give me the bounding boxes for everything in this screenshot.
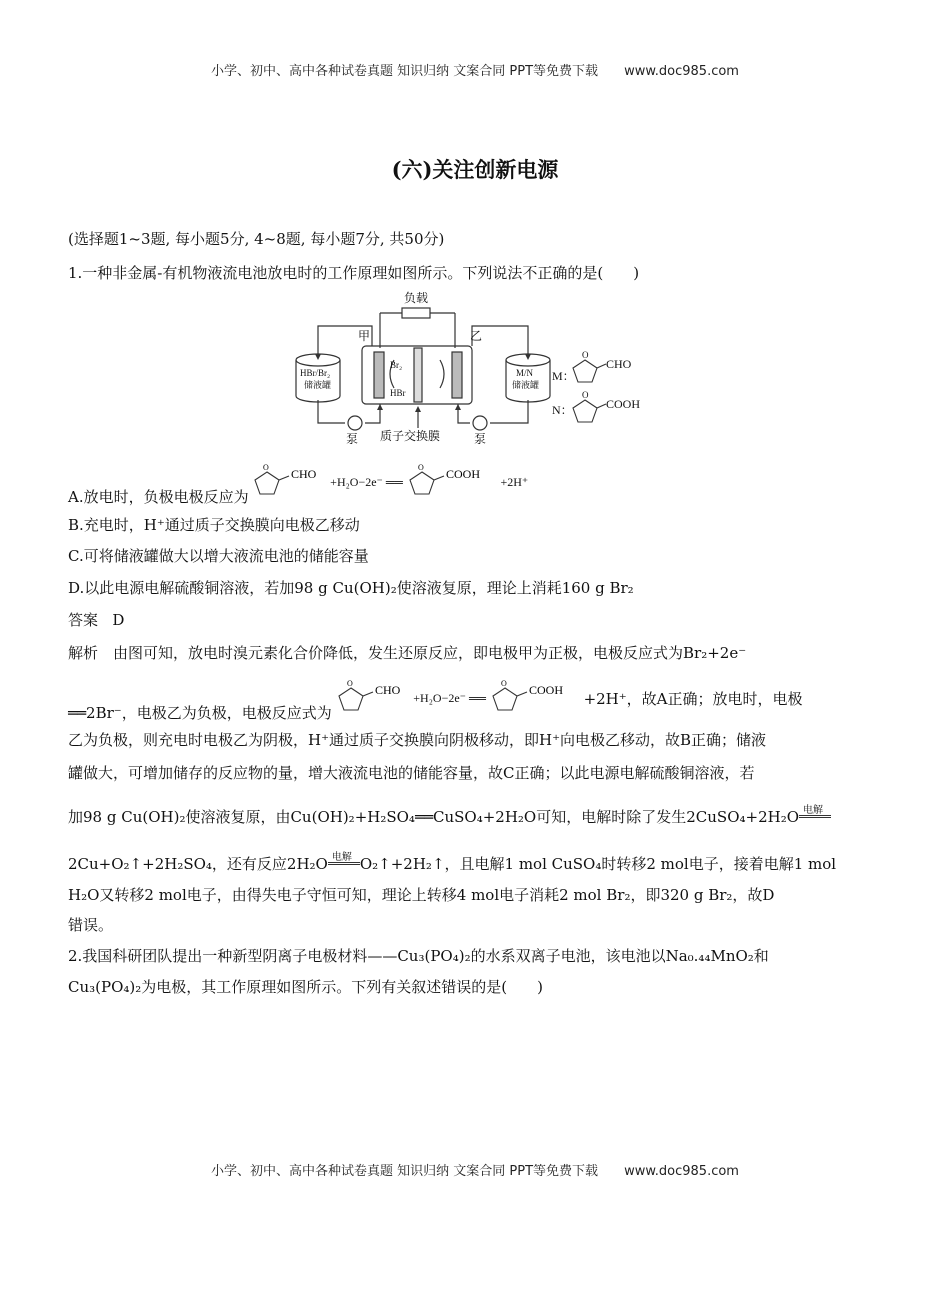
n-oxygen: O [582, 390, 589, 400]
q1-option-a [68, 464, 529, 506]
option-a-prefix: A.放电时，负极电极反应为 [68, 488, 249, 506]
right-pump-label: 泵 [474, 432, 487, 446]
m-label: M： [552, 369, 575, 383]
br2-label: Br₂ [390, 360, 403, 370]
left-pump-label: 泵 [346, 432, 359, 446]
explanation-line-2: ══2Br⁻，电极乙为负极，电极反应式为 CHO O +H₂O−2e⁻ ══ COOH O +2H⁺，故A正确；放电时，电极 [68, 680, 803, 722]
electrode-yi-label: 乙 [470, 329, 483, 343]
explanation-line-5: 加98 g Cu(OH)₂使溶液复原，由Cu(OH)₂+H₂SO₄══CuSO₄+2H₂O可知，电解时除了发生2CuSO₄+2H₂O 电解 [68, 806, 831, 827]
explanation-line-8: 错误。 [68, 916, 114, 934]
electrode-jia-label: 甲 [358, 329, 371, 343]
electrolysis-sign-2: 电解 [328, 862, 360, 865]
load-label: 负载 [404, 291, 429, 305]
furoic-acid-structure [408, 464, 496, 500]
furfural-structure [253, 464, 325, 500]
left-tank-line2: 储液罐 [304, 380, 332, 390]
q1-option-b: B.充电时，H⁺通过质子交换膜向电极乙移动 [68, 516, 360, 534]
page-footer [0, 1160, 950, 1179]
q2-stem-line-1: 2.我国科研团队提出一种新型阴离子电极材料——Cu₃(PO₄)₂的水系双离子电池，该电池以Na₀.₄₄MnO₂和 [68, 947, 769, 965]
n-cooh: COOH [606, 397, 641, 411]
membrane-label: 质子交换膜 [380, 429, 441, 443]
svg-text:COOH: COOH [445, 467, 480, 481]
right-tank-line1: M/N [516, 368, 534, 378]
q1-option-c: C.可将储液罐做大以增大液流电池的储能容量 [68, 547, 369, 565]
svg-text:O: O [263, 464, 270, 472]
answer-label: 答案 [68, 611, 99, 629]
n-furan-ring [573, 400, 597, 422]
option-a-end: +2H⁺ [500, 475, 529, 489]
page-title: (六)关注创新电源 [391, 157, 559, 182]
left-tank-line1: HBr/Br₂ [300, 368, 331, 378]
explanation-line-6: 2Cu+O₂↑+2H₂SO₄，还有反应2H₂O 电解 O₂↑+2H₂↑，且电解1 mol CuSO₄时转移2 mol电子，接着电解1 mol [68, 852, 837, 873]
flow-battery-diagram [290, 288, 670, 450]
furfural-structure-2 [337, 680, 409, 716]
right-pump [473, 416, 487, 430]
page-header [0, 60, 950, 79]
header-text: 小学、初中、高中各种试卷真题 知识归纳 文案合同 PPT等免费下载 [211, 64, 599, 79]
footer-url[interactable]: www.doc985.com [624, 1164, 739, 1179]
hbr-label: HBr [390, 388, 406, 398]
q1-stem: 1.一种非金属-有机物液流电池放电时的工作原理如图所示。下列说法不正确的是( ) [68, 264, 640, 282]
svg-text:COOH: COOH [528, 683, 563, 697]
svg-text:CHO: CHO [374, 683, 400, 697]
q2-stem-line-2: Cu₃(PO₄)₂为电极，其工作原理如图所示。下列有关叙述错误的是( ) [68, 978, 543, 996]
svg-text:O: O [346, 680, 353, 688]
svg-text:O: O [500, 680, 507, 688]
load-resistor [402, 308, 430, 318]
m-oxygen: O [582, 350, 589, 360]
left-pump [348, 416, 362, 430]
header-url[interactable]: www.doc985.com [624, 64, 739, 79]
svg-text:CHO: CHO [291, 467, 317, 481]
answer-value: D [112, 611, 125, 629]
svg-text:O: O [417, 464, 424, 472]
explanation-line-7: H₂O又转移2 mol电子，由得失电子守恒可知，理论上转移4 mol电子消耗2 mol Br₂，即320 g Br₂，故D [68, 886, 775, 904]
q1-answer [68, 609, 124, 630]
q1-option-d: D.以此电源电解硫酸铜溶液，若加98 g Cu(OH)₂使溶液复原，理论上消耗160 g Br₂ [68, 579, 634, 597]
option-a-mid: +H₂O−2e⁻ ══ [330, 475, 403, 489]
electrolysis-sign-1: 电解 [799, 815, 831, 818]
explanation-line-1: 解析 由图可知，放电时溴元素化合价降低，发生还原反应，即电极甲为正极，电极反应式为Br₂+2e⁻ [68, 644, 747, 662]
n-label: N： [552, 403, 573, 417]
explanation-line-4: 罐做大，可增加储存的反应物的量，增大液流电池的储能容量，故C正确；以此电源电解硫酸铜溶液，若 [68, 764, 755, 782]
right-tank-line2: 储液罐 [512, 380, 540, 390]
explanation-line-3: 乙为负极，则充电时电极乙为阴极，H⁺通过质子交换膜向阴极移动，即H⁺向电极乙移动，故B正确；储液 [68, 731, 767, 749]
m-furan-ring [573, 360, 597, 382]
m-cho: CHO [606, 357, 632, 371]
furoic-acid-structure-2 [491, 680, 579, 716]
footer-text: 小学、初中、高中各种试卷真题 知识归纳 文案合同 PPT等免费下载 [211, 1164, 599, 1179]
intro-note: (选择题1~3题, 每小题5分, 4~8题, 每小题7分, 共50分) [68, 230, 445, 248]
